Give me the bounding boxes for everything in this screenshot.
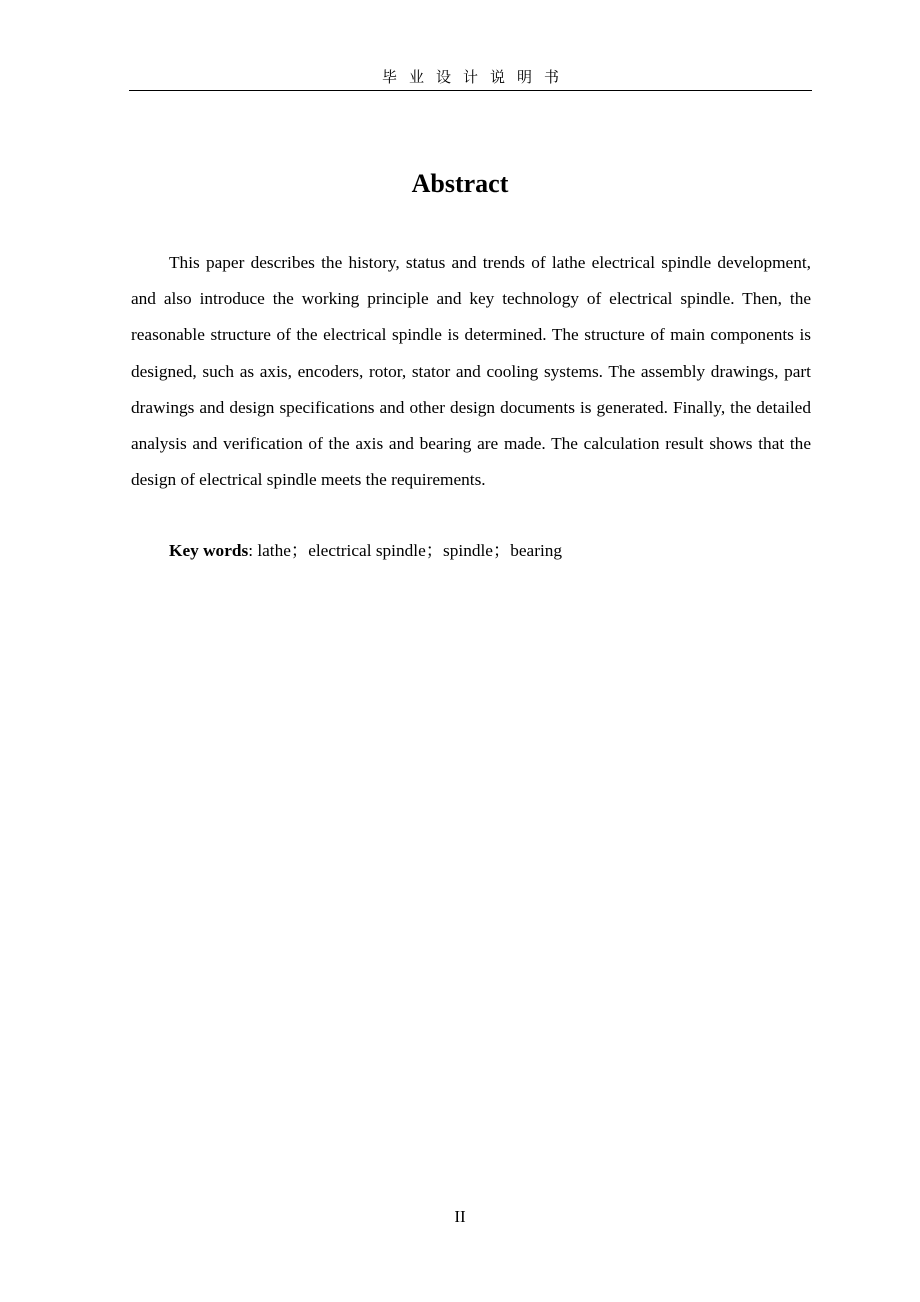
header-title: 毕业设计说明书 <box>381 68 571 86</box>
page-number: II <box>454 1207 466 1226</box>
abstract-title: Abstract <box>411 169 509 198</box>
keywords-text: : lathe；electrical spindle；spindle；bearing <box>248 541 563 560</box>
keywords-label: Key words <box>169 541 249 560</box>
page-header <box>129 62 812 91</box>
abstract-body: This paper describes the history, status and trends of lathe electrical spindle development, and also introduce the working principle and key technology of electrical spindle. Then, the reasonable structure of the electrical spindle is determined. The structure of main components is designed, such as axis, encoders, rotor, stator and cooling systems. The assembly drawings, part drawings and design specifications and other design documents is generated. Finally, the detailed analysis and verification of the axis and bearing are made. The calculation result shows that the design of electrical spindle meets the requirements. <box>131 253 811 490</box>
keywords-line <box>169 533 562 569</box>
